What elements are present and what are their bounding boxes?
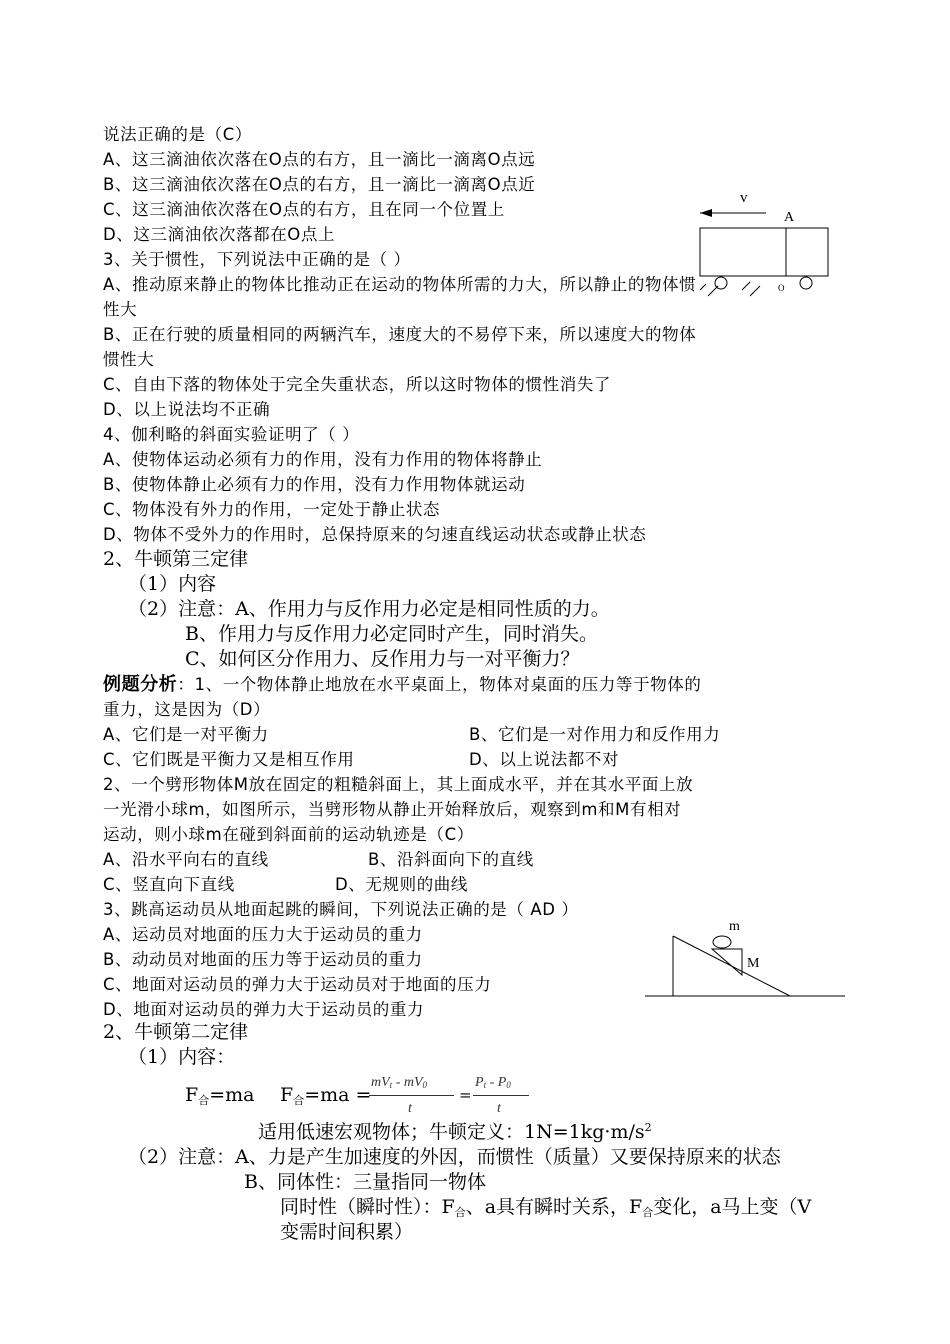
text-line: 性大 [103,300,138,319]
ball-label: m [729,919,740,934]
text-line: A、这三滴油依次落在O点的右方，且一滴比一滴离O点远 [103,150,536,169]
text-part: 同时性（瞬时性）：F [280,1196,455,1218]
formula-equals: = [459,1086,472,1104]
text-line: B、同体性：三量指同一物体 [244,1171,486,1193]
text-line: B、正在行驶的质量相同的两辆汽车，速度大的不易停下来，所以速度大的物体 [103,325,697,344]
text-line-rest: ：1、一个物体静止地放在水平桌面上，物体对桌面的压力等于物体的 [177,675,702,694]
formula-subscript: 合 [198,1094,210,1107]
wedge-label: M [747,956,760,971]
frac-sub: t [483,1080,487,1090]
text-line: C、物体没有外力的作用，一定处于静止状态 [103,500,441,519]
frac-part: - mV [392,1075,423,1090]
option-text: B、它们是一对作用力和反作用力 [469,725,721,744]
text-line: 惯性大 [103,350,155,369]
text-line: 4、伽利略的斜面实验证明了（ ） [103,425,360,444]
frac-part: - P [486,1075,507,1090]
option-text: D、以上说法都不对 [469,750,620,769]
text-line: C、自由下落的物体处于完全失重状态，所以这时物体的惯性消失了 [103,375,612,394]
ground-hatch [700,282,760,296]
point-a-label: A [784,210,795,225]
superscript: 2 [644,1121,652,1134]
text-line: B、作用力与反作用力必定同时产生，同时消失。 [185,623,598,645]
formula-text: =ma = [304,1084,372,1106]
text-line: C、如何区分作用力、反作用力与一对平衡力？ [185,648,580,670]
option-text: C、竖直向下直线 [103,875,235,894]
example-heading: 例题分析 [103,674,178,695]
text-line: 3、关于惯性，下列说法中正确的是（ ） [103,250,411,269]
section-heading: 2、牛顿第三定律 [103,548,249,570]
subscript: 合 [642,1206,654,1219]
section-heading: 2、牛顿第二定律 [103,1021,249,1043]
text-line: B、使物体静止必须有力的作用，没有力作用物体就运动 [103,475,526,494]
wedge-outline [712,949,742,975]
option-text: B、动动员对地面的压力等于运动员的重力 [103,950,423,969]
text-line: （2）注意：A、作用力与反作用力必定是相同性质的力。 [128,598,610,620]
frac-sub: 0 [506,1080,511,1090]
velocity-arrow [700,209,766,217]
text-line: A、使物体运动必须有力的作用，没有力作用的物体将静止 [103,450,543,469]
text-line: D、这三滴油依次落都在O点上 [103,225,336,244]
formula-text: =ma [209,1084,255,1106]
option-text: A、它们是一对平衡力 [103,725,269,744]
option-text: A、运动员对地面的压力大于运动员的重力 [103,925,423,944]
frac-part: mV [371,1075,390,1090]
origin-label: O [778,283,785,293]
frac-part: P [475,1075,484,1090]
option-text: C、它们既是平衡力又是相互作用 [103,750,355,769]
option-text: A、沿水平向右的直线 [103,850,269,869]
fraction-denominator: t [497,1101,501,1116]
frac-sub: 0 [422,1080,428,1090]
text-line: A、推动原来静止的物体比推动正在运动的物体所需的力大，所以静止的物体惯 [103,275,697,294]
text-line: C、这三滴油依次落在O点的右方，且在同一个位置上 [103,200,505,219]
option-text: D、无规则的曲线 [335,875,469,894]
fraction-denominator: t [408,1101,412,1116]
text-line: 3、跳高运动员从地面起跳的瞬间，下列说法正确的是（ AD ） [103,900,579,919]
text-line: B、这三滴油依次落在O点的右方，且一滴比一滴离O点近 [103,175,536,194]
option-text: B、沿斜面向下的直线 [368,850,534,869]
frac-sub: t [389,1080,393,1090]
option-text: C、地面对运动员的弹力大于运动员对于地面的压力 [103,975,492,994]
text-line: 运动，则小球m在碰到斜面前的运动轨迹是（C） [103,825,474,844]
text-line: 重力，这是因为（D） [103,700,271,719]
velocity-label: v [740,190,748,206]
option-text: D、地面对运动员的弹力大于运动员的重力 [103,1000,425,1019]
formula-symbol: F [185,1084,199,1106]
text-line: 说法正确的是（C） [103,125,252,144]
text-line: D、以上说法均不正确 [103,400,271,419]
text-line: 一光滑小球m，如图所示，当劈形物从静止开始释放后，观察到m和M有相对 [103,800,682,819]
text-line: （1）内容： [128,1046,236,1068]
text-line: D、物体不受外力的作用时，总保持原来的匀速直线运动状态或静止状态 [103,525,647,544]
text-part: 适用低速宏观物体；牛顿定义：1N=1kg·m/s [258,1121,645,1143]
subscript: 合 [454,1206,466,1219]
text-part: 变化，a马上变（V [653,1196,812,1218]
ball [713,936,731,948]
formula-symbol: F [280,1084,294,1106]
text-line: （1）内容 [128,573,217,595]
cart-wheel [800,277,812,289]
text-line: 2、一个劈形物体M放在固定的粗糙斜面上，其上面成水平，并在其水平面上放 [103,775,694,794]
formula-subscript: 合 [293,1094,305,1107]
cart-body [700,228,828,276]
text-part: 、a具有瞬时关系，F [465,1196,643,1218]
text-line: （2）注意：A、力是产生加速度的外因，而惯性（质量）又要保持原来的状态 [128,1146,781,1168]
text-line: 变需时间积累） [280,1221,414,1243]
figure-incline [645,919,845,996]
